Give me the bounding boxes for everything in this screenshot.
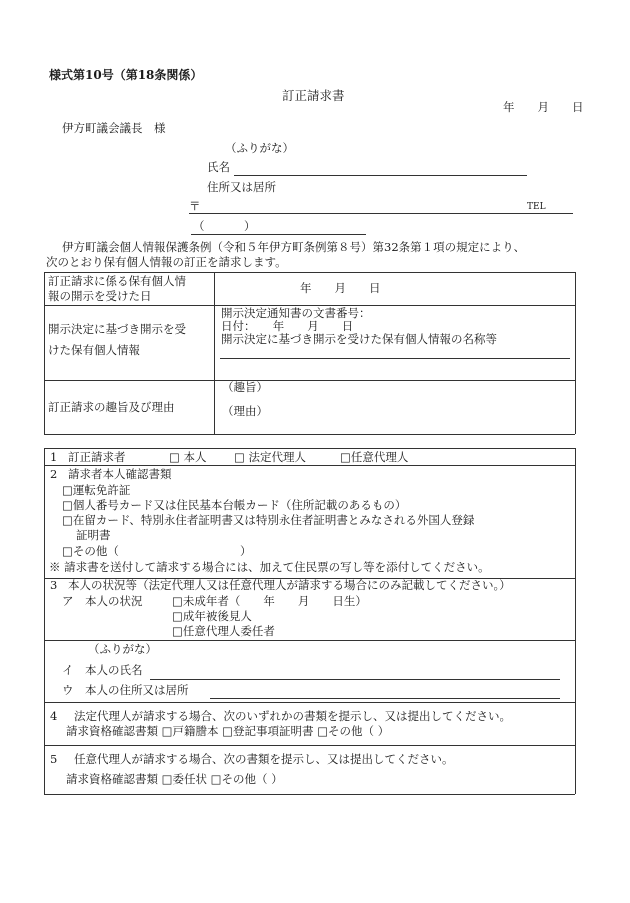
section-5-number: 5	[50, 752, 58, 766]
requester-legal-agent-checkbox[interactable]: □ 法定代理人	[234, 450, 307, 464]
person-furigana: （ふりがな）	[88, 642, 157, 656]
applicant-address-field[interactable]	[189, 213, 573, 214]
section-5-line-1: 任意代理人が請求する場合、次の書類を提示し、又は提出してください。	[74, 752, 454, 766]
table-border	[214, 272, 215, 434]
postal-mark: 〒	[189, 199, 201, 213]
disclosed-info-label: 開示決定に基づき開示を受	[48, 322, 186, 336]
section-4-number: 4	[50, 709, 58, 723]
section-2-number: 2	[50, 467, 58, 481]
applicant-name-field[interactable]	[234, 175, 527, 176]
purpose-field[interactable]: （趣旨）	[222, 380, 268, 394]
table-border	[575, 448, 576, 794]
applicant-phone-field[interactable]	[191, 234, 366, 235]
table-border	[44, 794, 575, 795]
section-2-note: ※ 請求書を送付して請求する場合には、加えて住民票の写し等を添付してください。	[49, 560, 490, 574]
applicant-furigana: （ふりがな）	[225, 141, 294, 155]
status-ward-checkbox[interactable]: □成年被後見人	[172, 609, 252, 623]
date-line: 年 月 日	[503, 100, 584, 114]
table-border	[44, 448, 575, 449]
section-4-docs[interactable]: 請求資格確認書類 □戸籍謄本 □登記事項証明書 □その他（ ）	[66, 724, 390, 738]
intro-line-1: 伊方町議会個人情報保護条例（令和５年伊方町条例第８号）第32条第１項の規定により、	[62, 240, 526, 254]
form-title: 訂正請求書	[282, 88, 345, 103]
id-residence-card-checkbox[interactable]: □在留カード、特別永住者証明書又は特別永住者証明書とみなされる外国人登録	[62, 513, 475, 527]
id-other-checkbox[interactable]: □その他（	[62, 544, 119, 558]
person-name-label: イ 本人の氏名	[62, 663, 143, 677]
table-border	[44, 272, 575, 273]
person-status-label: ア 本人の状況	[62, 594, 143, 608]
table-border	[575, 272, 576, 434]
purpose-reason-label: 訂正請求の趣旨及び理由	[48, 400, 175, 414]
table-border	[44, 434, 575, 435]
id-other-close: ）	[240, 544, 252, 558]
received-date-label: 訂正請求に係る保有個人情	[48, 274, 186, 288]
section-1-label: 訂正請求者	[68, 450, 126, 464]
paren-close: ）	[244, 219, 256, 233]
requester-voluntary-agent-checkbox[interactable]: □任意代理人	[340, 450, 409, 464]
addressee: 伊方町議会議長 様	[62, 121, 166, 135]
section-3-label: 本人の状況等（法定代理人又は任意代理人が請求する場合にのみ記載してください。）	[68, 578, 511, 592]
paren-open: （	[193, 219, 205, 233]
id-mynumber-card-checkbox[interactable]: □個人番号カード又は住民基本台帳カード（住所記載のあるもの）	[62, 498, 407, 512]
table-border	[44, 272, 45, 434]
section-2-label: 請求者本人確認書類	[68, 467, 172, 481]
id-residence-card-cont: 証明書	[76, 528, 111, 542]
received-date-label-2: 報の開示を受けた日	[48, 289, 152, 303]
table-border	[44, 640, 575, 641]
requester-self-checkbox[interactable]: □ 本人	[169, 450, 207, 464]
reason-field[interactable]: （理由）	[222, 404, 268, 418]
notice-doc-number[interactable]: 開示決定通知書の文書番号：	[221, 306, 371, 320]
person-address-label: ウ 本人の住所又は居所	[62, 683, 189, 697]
notice-date[interactable]: 日付： 年 月 日	[221, 319, 354, 333]
status-principal-checkbox[interactable]: □任意代理人委任者	[172, 624, 275, 638]
section-1-number: 1	[50, 450, 58, 464]
intro-line-2: 次のとおり保有個人情報の訂正を請求します。	[46, 255, 287, 269]
table-border	[44, 702, 575, 703]
table-border	[44, 448, 45, 794]
disclosed-info-label-2: けた保有個人情報	[48, 343, 140, 357]
table-border	[44, 745, 575, 746]
section-3-number: 3	[50, 578, 58, 592]
section-4-line-1: 法定代理人が請求する場合、次のいずれかの書類を提示し、又は提出してください。	[74, 709, 511, 723]
applicant-name-label: 氏名	[207, 160, 230, 174]
form-number: 様式第10号（第18条関係）	[49, 68, 203, 82]
disclosed-info-field[interactable]	[220, 358, 570, 359]
disclosed-info-name[interactable]: 開示決定に基づき開示を受けた保有個人情報の名称等	[221, 332, 497, 346]
person-name-field[interactable]	[150, 679, 560, 680]
tel-mark: TEL	[527, 202, 546, 212]
id-drivers-license-checkbox[interactable]: □運転免許証	[62, 483, 131, 497]
received-date-value[interactable]: 年 月 日	[300, 281, 381, 295]
table-border	[44, 380, 575, 381]
status-minor-checkbox[interactable]: □未成年者（ 年 月 日生）	[172, 594, 367, 608]
person-address-field[interactable]	[210, 698, 560, 699]
section-5-docs[interactable]: 請求資格確認書類 □委任状 □その他（ ）	[66, 772, 283, 786]
applicant-address-label: 住所又は居所	[207, 180, 276, 194]
table-border	[44, 465, 575, 466]
